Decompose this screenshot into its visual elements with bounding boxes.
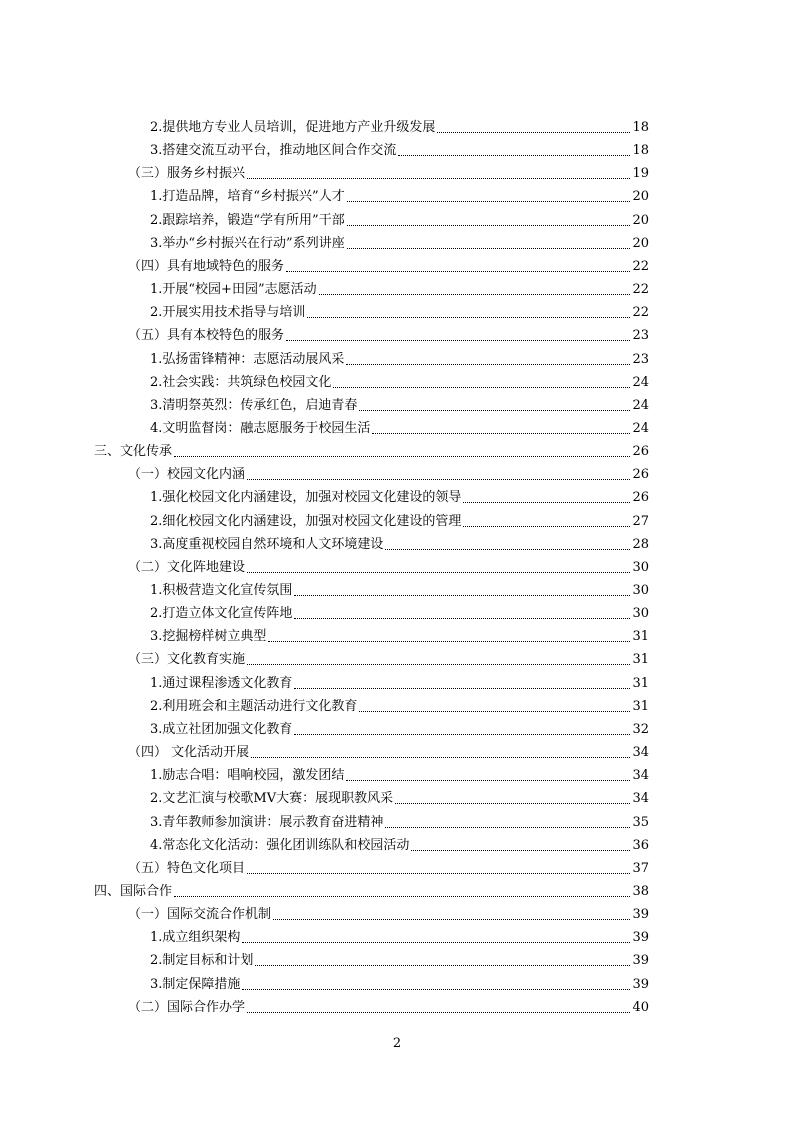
- toc-entry-page: 39: [632, 953, 649, 969]
- toc-entry-title: 2.利用班会和主题活动进行文化教育: [150, 698, 358, 714]
- toc-entry[interactable]: [150, 508, 649, 530]
- toc-entry-page: 19: [632, 166, 649, 182]
- toc-entry-page: 34: [632, 768, 649, 784]
- toc-entry[interactable]: [150, 346, 649, 368]
- toc-entry-title: 2.制定目标和计划: [150, 953, 254, 969]
- toc-entry-title: 3.制定保障措施: [150, 976, 241, 992]
- toc-leader-dots: [242, 989, 630, 990]
- toc-leader-dots: [255, 965, 630, 966]
- toc-entry-title: 1.强化校园文化内涵建设，加强对校园文化建设的领导: [150, 490, 462, 506]
- toc-leader-dots: [273, 919, 630, 920]
- toc-leader-dots: [294, 688, 630, 689]
- page-number: 2: [392, 1036, 402, 1051]
- toc-entry-page: 39: [632, 930, 649, 946]
- toc-entry-page: 36: [632, 837, 649, 853]
- toc-entry[interactable]: [128, 855, 649, 877]
- toc-entry-page: 32: [632, 721, 649, 737]
- toc-entry-page: 34: [632, 745, 649, 761]
- toc-entry-page: 37: [632, 860, 649, 876]
- toc-entry-title: （四） 文化活动开展: [128, 745, 250, 761]
- toc-entry[interactable]: [150, 531, 649, 553]
- toc-leader-dots: [463, 502, 630, 503]
- toc-leader-dots: [347, 248, 631, 249]
- toc-entry-title: 1.通过课程渗透文化教育: [150, 675, 293, 691]
- toc-entry[interactable]: [128, 739, 649, 761]
- toc-entry-title: 3.成立社团加强文化教育: [150, 721, 293, 737]
- toc-entry-title: 2.提供地方专业人员培训，促进地方产业升级发展: [150, 120, 436, 135]
- toc-entry-page: 39: [632, 907, 649, 923]
- toc-entry-title: 4.文明监督岗：融志愿服务于校园生活: [150, 420, 371, 436]
- toc-leader-dots: [463, 526, 630, 527]
- toc-entry[interactable]: [150, 114, 649, 136]
- toc-leader-dots: [247, 664, 630, 665]
- toc-entry-page: 26: [632, 444, 649, 460]
- toc-entry[interactable]: [150, 600, 649, 622]
- toc-entry-title: 四、国际合作: [94, 883, 173, 899]
- toc-entry-page: 20: [632, 212, 649, 228]
- toc-leader-dots: [247, 479, 630, 480]
- toc-entry[interactable]: [150, 137, 649, 159]
- toc-entry-page: 26: [632, 490, 649, 506]
- toc-leader-dots: [347, 201, 631, 202]
- toc-leader-dots: [411, 850, 630, 851]
- toc-entry[interactable]: [128, 461, 649, 483]
- toc-entry[interactable]: [150, 577, 649, 599]
- toc-leader-dots: [247, 873, 630, 874]
- toc-leader-dots: [242, 942, 630, 943]
- toc-entry-page: 30: [632, 606, 649, 622]
- toc-entry-page: 34: [632, 791, 649, 807]
- toc-entry[interactable]: [94, 438, 649, 460]
- toc-entry-page: 20: [632, 235, 649, 251]
- toc-entry-title: 1.开展“校园+田园”志愿活动: [150, 282, 317, 298]
- toc-entry-title: （四）具有地域特色的服务: [128, 258, 285, 274]
- toc-entry[interactable]: [128, 160, 649, 182]
- toc-entry[interactable]: [128, 646, 649, 668]
- toc-entry-title: 1.弘扬雷锋精神：志愿活动展风采: [150, 351, 345, 367]
- toc-entry-title: （二）文化阵地建设: [128, 559, 246, 575]
- toc-leader-dots: [294, 734, 630, 735]
- toc-leader-dots: [372, 433, 630, 434]
- toc-entry-page: 35: [632, 814, 649, 830]
- toc-entry-title: （三）文化教育实施: [128, 652, 246, 668]
- toc-entry-title: 4.常态化文化活动：强化团训练队和校园活动: [150, 837, 410, 853]
- toc-entry-page: 30: [632, 559, 649, 575]
- toc-entry[interactable]: [150, 392, 649, 414]
- toc-entry-title: 2.打造立体文化宣传阵地: [150, 606, 293, 622]
- toc-entry-page: 40: [632, 999, 649, 1015]
- toc-entry-page: 27: [632, 513, 649, 529]
- toc-entry-page: 26: [632, 467, 649, 483]
- toc-entry-title: 2.文艺汇演与校歌MV大赛：展现职教风采: [150, 791, 394, 807]
- toc-leader-dots: [319, 294, 631, 295]
- toc-entry[interactable]: [150, 809, 649, 831]
- toc-entry[interactable]: [128, 253, 649, 275]
- toc-entry[interactable]: [150, 832, 649, 854]
- toc-leader-dots: [247, 1012, 630, 1013]
- toc-leader-dots: [398, 155, 630, 156]
- toc-leader-dots: [307, 317, 630, 318]
- toc-entry-title: 3.青年教师参加演讲：展示教育奋进精神: [150, 814, 384, 830]
- toc-leader-dots: [247, 178, 630, 179]
- toc-entry-page: 24: [632, 374, 649, 390]
- toc-entry-title: （五）具有本校特色的服务: [128, 328, 285, 344]
- toc-leader-dots: [294, 595, 630, 596]
- toc-entry-title: 3.举办“乡村振兴在行动”系列讲座: [150, 235, 345, 251]
- toc-entry[interactable]: [128, 901, 649, 923]
- toc-entry-title: （二）国际合作办学: [128, 999, 246, 1015]
- toc-entry-page: 28: [632, 536, 649, 552]
- toc-entry[interactable]: [150, 484, 649, 506]
- toc-leader-dots: [286, 340, 630, 341]
- toc-entry-page: 38: [632, 883, 649, 899]
- toc-entry-title: 2.社会实践：共筑绿色校园文化: [150, 374, 332, 390]
- toc-leader-dots: [174, 896, 630, 897]
- toc-entry-page: 31: [632, 675, 649, 691]
- toc-entry-page: 23: [632, 351, 649, 367]
- toc-entry-title: 2.跟踪培养，锻造“学有所用”干部: [150, 212, 345, 228]
- toc-leader-dots: [385, 827, 630, 828]
- toc-entry-title: 3.高度重视校园自然环境和人文环境建设: [150, 536, 384, 552]
- toc-entry-page: 31: [632, 698, 649, 714]
- toc-entry[interactable]: [150, 276, 649, 298]
- toc-entry-title: 三、文化传承: [94, 444, 173, 460]
- toc-entry[interactable]: [128, 994, 649, 1016]
- toc-entry[interactable]: [150, 369, 649, 391]
- toc-entry[interactable]: [128, 554, 649, 576]
- toc-leader-dots: [294, 618, 630, 619]
- toc-entry[interactable]: [150, 716, 649, 738]
- toc-entry-title: 3.挖掘榜样树立典型: [150, 629, 267, 645]
- toc-entry-page: 24: [632, 420, 649, 436]
- toc-entry[interactable]: [128, 322, 649, 344]
- toc-entry-page: 20: [632, 189, 649, 205]
- toc-leader-dots: [385, 549, 630, 550]
- toc-entry-page: 31: [632, 629, 649, 645]
- toc-entry-page: 22: [632, 282, 649, 298]
- toc-entry-title: 3.搭建交流互动平台，推动地区间合作交流: [150, 143, 397, 159]
- toc-entry[interactable]: [150, 971, 649, 993]
- toc-entry-title: （三）服务乡村振兴: [128, 166, 246, 182]
- toc-leader-dots: [346, 364, 630, 365]
- toc-leader-dots: [395, 803, 630, 804]
- toc-leader-dots: [286, 271, 630, 272]
- toc-leader-dots: [251, 757, 630, 758]
- toc-entry-title: 1.积极营造文化宣传氛围: [150, 583, 293, 598]
- toc-leader-dots: [359, 711, 630, 712]
- toc-entry[interactable]: [150, 623, 649, 645]
- toc-entry-page: 31: [632, 652, 649, 668]
- toc-entry-title: 2.开展实用技术指导与培训: [150, 305, 306, 321]
- toc-entry[interactable]: [150, 299, 649, 321]
- toc-leader-dots: [333, 387, 630, 388]
- toc-leader-dots: [346, 780, 630, 781]
- toc-leader-dots: [437, 132, 630, 133]
- toc-entry[interactable]: [150, 207, 649, 229]
- toc-entry-page: 18: [632, 143, 649, 159]
- toc-entry-page: 30: [632, 583, 649, 598]
- toc-entry-page: 18: [632, 120, 649, 135]
- toc-entry-page: 24: [632, 397, 649, 413]
- toc-entry[interactable]: [150, 785, 649, 807]
- toc-entry-title: （五）特色文化项目: [128, 860, 246, 876]
- toc-entry-title: 1.成立组织架构: [150, 930, 241, 946]
- toc-entry-page: 39: [632, 976, 649, 992]
- toc-entry-page: 22: [632, 258, 649, 274]
- toc-entry[interactable]: [150, 415, 649, 437]
- toc-leader-dots: [174, 456, 630, 457]
- toc-leader-dots: [268, 641, 630, 642]
- toc-entry[interactable]: [150, 230, 649, 252]
- toc-leader-dots: [247, 572, 630, 573]
- toc-entry-page: 23: [632, 328, 649, 344]
- toc-entry[interactable]: [150, 693, 649, 715]
- toc-leader-dots: [347, 225, 631, 226]
- toc-entry-title: 2.细化校园文化内涵建设，加强对校园文化建设的管理: [150, 513, 462, 529]
- toc-entry[interactable]: [150, 947, 649, 969]
- toc-entry-title: 3.清明祭英烈：传承红色，启迪青春: [150, 397, 358, 413]
- toc-entry-page: 22: [632, 305, 649, 321]
- toc-entry-title: 1.打造品牌，培育“乡村振兴”人才: [150, 189, 345, 205]
- toc-entry[interactable]: [150, 924, 649, 946]
- toc-entry[interactable]: [94, 878, 649, 900]
- toc-entry-title: 1.励志合唱：唱响校园，激发团结: [150, 768, 345, 784]
- toc-leader-dots: [359, 410, 630, 411]
- toc-entry-title: （一）国际交流合作机制: [128, 907, 272, 923]
- toc-entry[interactable]: [150, 762, 649, 784]
- toc-entry[interactable]: [150, 183, 649, 205]
- toc-entry[interactable]: [150, 670, 649, 692]
- toc-entry-title: （一）校园文化内涵: [128, 467, 246, 483]
